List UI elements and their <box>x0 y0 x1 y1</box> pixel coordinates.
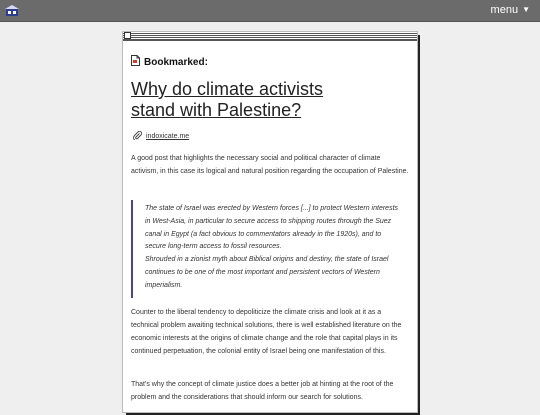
body-paragraph-3: That's why the concept of climate justice does a better job at hinting at the root of the problem and the considerations that should inform our search for solutions. <box>131 381 394 401</box>
menu-label[interactable]: menu <box>490 4 519 16</box>
quote-paragraph-1: The state of Israel was erected by Western forces [...] to protect Western interests in West-Asia, in particular to secure access to shipping routes through the Suez canal in Egypt (a fact obvious to commentators already in the 1920s), and to secure long-term access to fossil resources. <box>145 205 399 251</box>
top-bar <box>0 0 540 22</box>
post-title-line-2[interactable]: stand with Palestine? <box>131 100 302 120</box>
post-title-line-1[interactable]: Why do climate activists <box>131 79 324 99</box>
bookmarked-header <box>131 55 208 69</box>
post-card <box>122 31 418 413</box>
source-domain[interactable]: indoxicate.me <box>146 133 190 140</box>
blockquote <box>131 200 403 298</box>
paperclip-icon <box>133 131 142 142</box>
body-paragraph-2: Counter to the liberal tendency to depoliticize the climate crisis and look at it as a technical problem awaiting technical solutions, there is well established literature on the economic interests at the origins of climate change and the role that capital plays in its continued perpetuation, the colonial entity of Israel being one manifestation of this. <box>131 309 402 355</box>
menu-button[interactable] <box>491 3 530 17</box>
caret-down-icon: ▼ <box>522 5 530 14</box>
quote-paragraph-2: Shrouded in a zionist myth about Biblical origins and destiny, the state of Israel continues to be one of the most important and persistent vectors of Western imperialism. <box>145 256 389 289</box>
bookmark-file-icon <box>131 55 140 69</box>
intro-paragraph: A good post that highlights the necessary social and political character of climate activism, in this case its logical and natural position regarding the occupation of Palestine. <box>131 155 409 175</box>
site-logo-icon[interactable] <box>5 4 19 16</box>
post-title-link[interactable] <box>131 79 351 121</box>
close-box-icon[interactable] <box>124 32 131 39</box>
card-title-bar <box>123 32 417 41</box>
bookmarked-label: Bookmarked: <box>144 56 208 68</box>
source-link[interactable] <box>133 131 189 142</box>
